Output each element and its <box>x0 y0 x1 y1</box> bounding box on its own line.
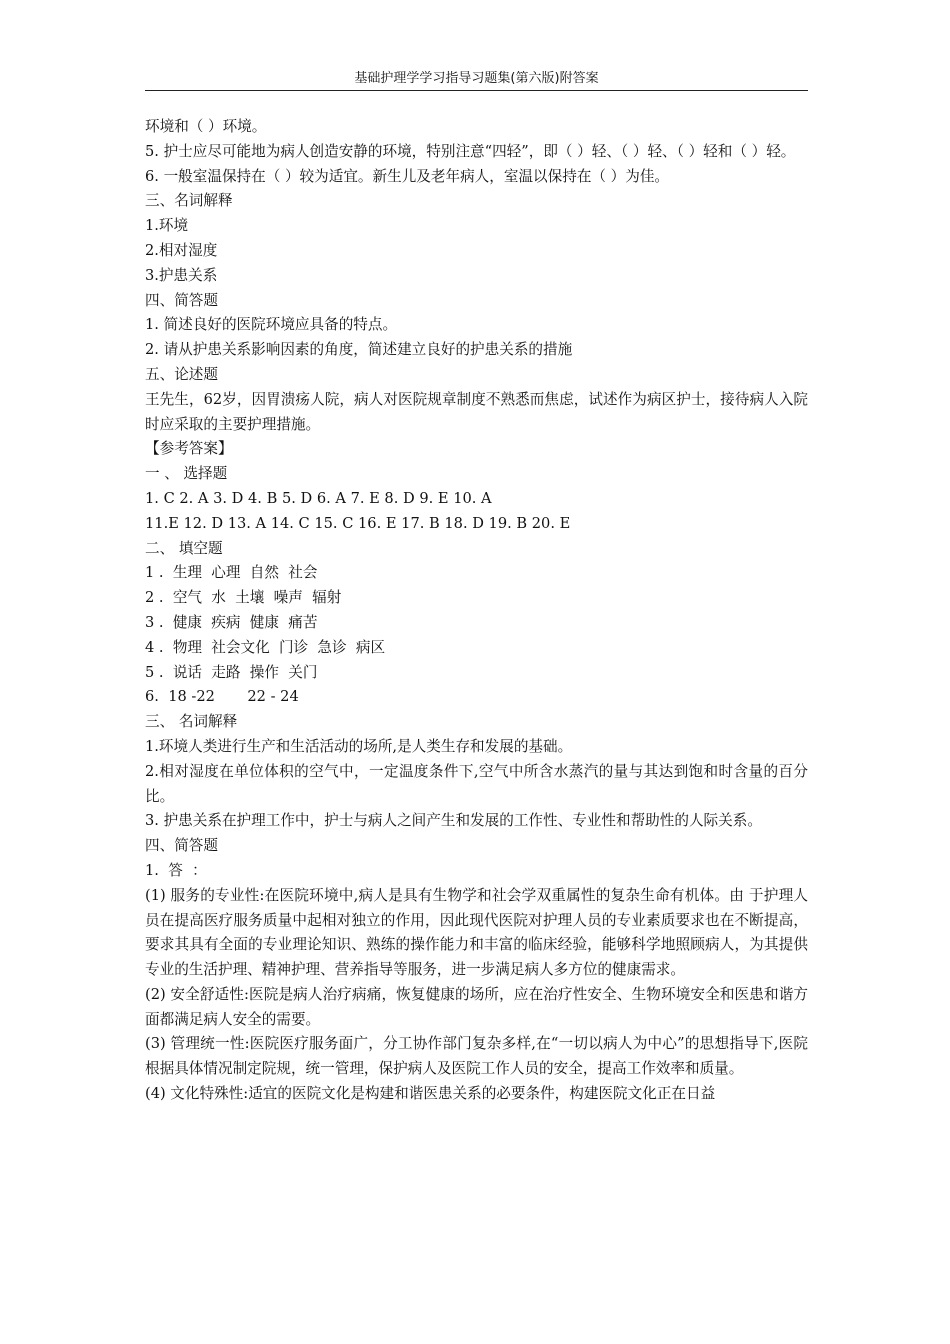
text-line: 6. 一般室温保持在（ ）较为适宜。新生儿及老年病人，室温以保持在（ ）为佳。 <box>145 167 670 185</box>
answer-line: 1 . 生理 心理 自然 社会 <box>145 564 318 582</box>
paragraph: (3) 管理统一性:医院医疗服务面广，分工协作部门复杂多样,在“一切以病人为中心”的思想指导下,医院根据具体情况制定院规，统一管理，保护病人及医院工作人员的安全，提高工作效率和质量。 <box>145 1035 808 1078</box>
text-line: 5. 护士应尽可能地为病人创造安静的环境，特别注意“四轻”，即（ ）轻、（ ）轻、（ ）轻和（ ）轻。 <box>145 142 796 160</box>
answer-line: 3 . 健康 疾病 健康 痛苦 <box>145 613 318 631</box>
answer-line: 6. 18 -22 22 - 24 <box>145 688 299 706</box>
answer-line: 5 . 说话 走路 操作 关门 <box>145 663 318 681</box>
answer-line: 4 . 物理 社会文化 门诊 急诊 病区 <box>145 638 386 656</box>
section-heading: 四、简答题 <box>145 837 218 855</box>
paragraph: (1) 服务的专业性:在医院环境中,病人是具有生物学和社会学双重属性的复杂生命有机体。由 于护理人员在提高医疗服务质量中起相对独立的作用，因此现代医院对护理人员的专业素质要求也在不断提高，要求其具有全面的专业理论知识、熟练的操作能力和丰富的临床经验，能够科学地照顾病人，为其提供专业的生活护理、精神护理、营养指导等服务，进一步满足病人多方位的健康需求。 <box>145 886 808 979</box>
section-heading: 二、 填空题 <box>145 539 223 557</box>
text-line: 1. 简述良好的医院环境应具备的特点。 <box>145 316 398 334</box>
section-heading: 三、名词解释 <box>145 192 233 210</box>
answer-line: 2 . 空气 水 土壤 噪声 辐射 <box>145 589 342 607</box>
section-heading: 四、简答题 <box>145 291 218 309</box>
section-heading: 五、论述题 <box>145 365 218 383</box>
text-line: 环境和（ ）环境。 <box>145 118 267 135</box>
text-line: 1.环境 <box>145 217 189 235</box>
text-line: 2.相对湿度在单位体积的空气中，一定温度条件下,空气中所含水蒸汽的量与其达到饱和时含量的百分比。 <box>145 762 808 805</box>
section-heading: 三、 名词解释 <box>145 713 238 731</box>
paragraph: (2) 安全舒适性:医院是病人治疗病痛，恢复健康的场所，应在治疗性安全、生物环境安全和医患和谐方面都满足病人安全的需要。 <box>145 985 808 1028</box>
document-body <box>145 115 808 1107</box>
answer-line: 11.E 12. D 13. A 14. C 15. C 16. E 17. B 18. D 19. B 20. E <box>145 514 571 532</box>
text-line: 1. 答 ： <box>145 861 207 879</box>
text-line: 2.相对湿度 <box>145 241 218 259</box>
text-line: 2. 请从护患关系影响因素的角度，简述建立良好的护患关系的措施 <box>145 341 573 359</box>
section-heading: 【参考答案】 <box>145 440 233 458</box>
text-line: 1.环境人类进行生产和生活活动的场所,是人类生存和发展的基础。 <box>145 737 573 755</box>
text-line: 3.护患关系 <box>145 266 218 284</box>
paragraph: (4) 文化特殊性:适宜的医院文化是构建和谐医患关系的必要条件，构建医院文化正在日益 <box>145 1085 716 1103</box>
answer-line: 1. C 2. A 3. D 4. B 5. D 6. A 7. E 8. D 9. E 10. A <box>145 489 492 507</box>
text-line: 3. 护患关系在护理工作中，护士与病人之间产生和发展的工作性、专业性和帮助性的人际关系。 <box>145 812 762 830</box>
text-line: 王先生，62岁，因胃溃疡人院，病人对医院规章制度不熟悉而焦虑，试述作为病区护士，接待病人入院时应采取的主要护理措施。 <box>145 390 808 433</box>
page-header: 基础护理学学习指导习题集(第六版)附答案 <box>145 70 808 91</box>
section-heading: 一 、 选择题 <box>145 465 228 483</box>
